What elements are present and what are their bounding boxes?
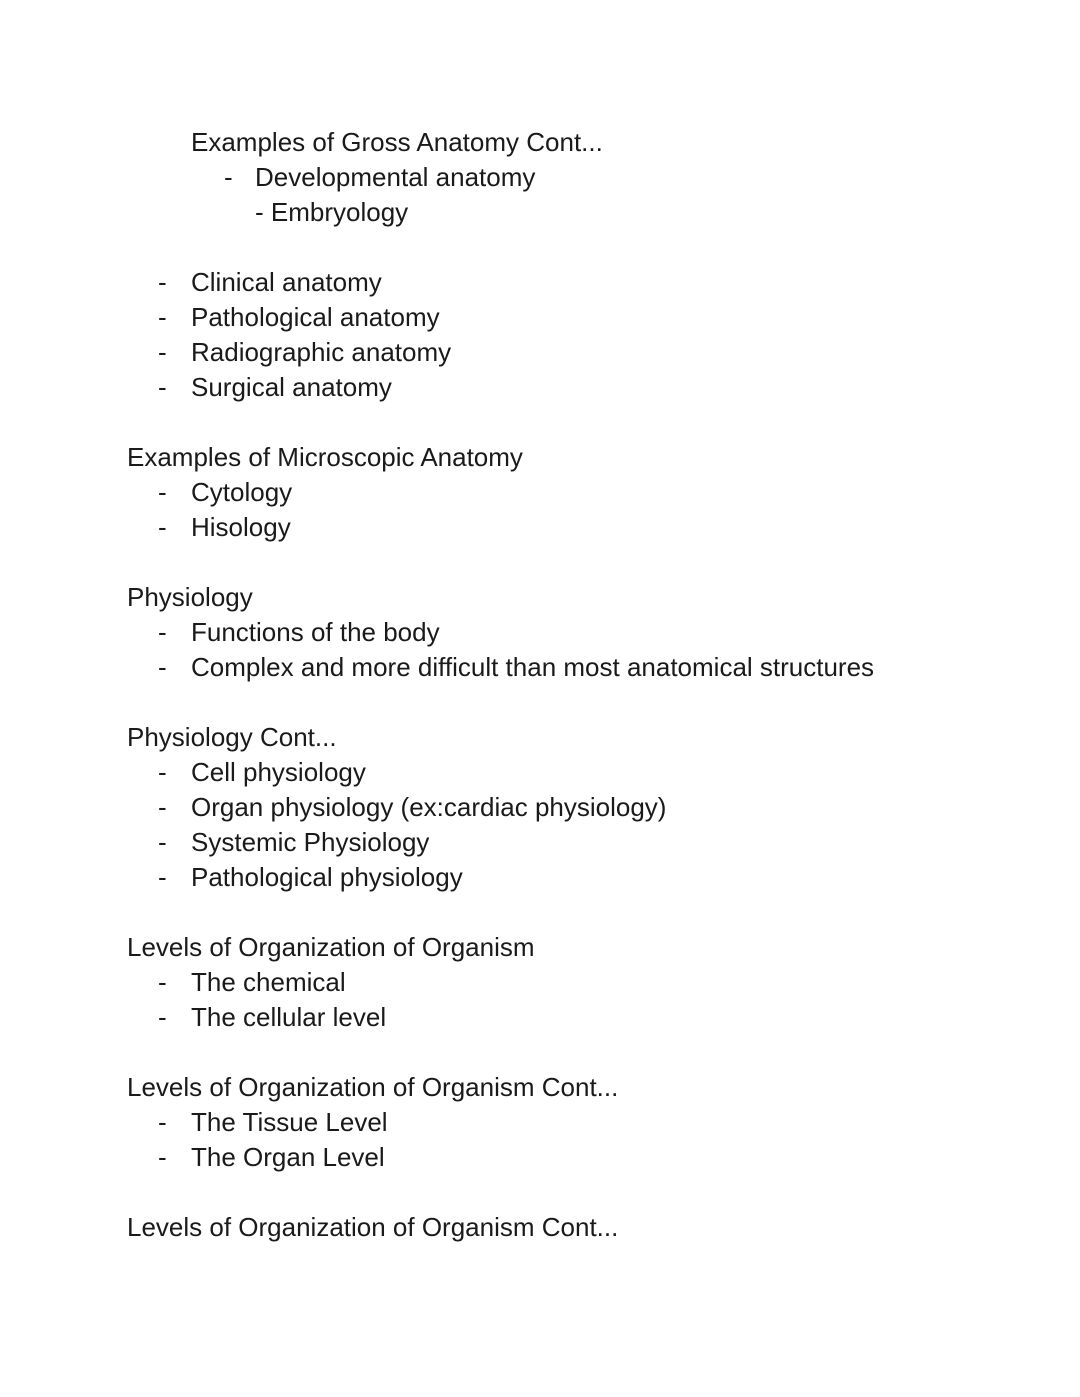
bullet-dash: -	[158, 862, 167, 892]
bullet-dash: -	[224, 162, 233, 192]
list-item: Pathological physiology	[191, 862, 463, 892]
sub-list-item: - Embryology	[255, 197, 409, 227]
bullet-dash: -	[158, 512, 167, 542]
list-item: Organ physiology (ex:cardiac physiology)	[191, 792, 667, 822]
bullet-dash: -	[158, 1142, 167, 1172]
bullet-dash: -	[158, 302, 167, 332]
list-item: Cytology	[191, 477, 293, 507]
list-item: Systemic Physiology	[191, 827, 430, 857]
section-heading: Levels of Organization of Organism	[127, 932, 535, 962]
list-item: The chemical	[191, 967, 346, 997]
list-item: Radiographic anatomy	[191, 337, 452, 367]
section-heading: Levels of Organization of Organism Cont...	[127, 1212, 619, 1242]
list-item: Surgical anatomy	[191, 372, 392, 402]
list-item: Complex and more difficult than most anatomical structures	[191, 652, 875, 682]
bullet-dash: -	[158, 477, 167, 507]
bullet-dash: -	[158, 827, 167, 857]
section-heading: Levels of Organization of Organism Cont...	[127, 1072, 619, 1102]
list-item: The cellular level	[191, 1002, 387, 1032]
bullet-dash: -	[158, 1002, 167, 1032]
list-item: Pathological anatomy	[191, 302, 440, 332]
bullet-dash: -	[158, 652, 167, 682]
list-item: Hisology	[191, 512, 291, 542]
section-heading: Examples of Gross Anatomy Cont...	[191, 127, 603, 157]
list-item: Clinical anatomy	[191, 267, 382, 297]
bullet-dash: -	[158, 967, 167, 997]
section-heading: Physiology	[127, 582, 253, 612]
bullet-dash: -	[158, 1107, 167, 1137]
section-heading: Examples of Microscopic Anatomy	[127, 442, 523, 472]
list-item: The Organ Level	[191, 1142, 385, 1172]
bullet-dash: -	[158, 337, 167, 367]
bullet-dash: -	[158, 757, 167, 787]
list-item: The Tissue Level	[191, 1107, 388, 1137]
section-heading: Physiology Cont...	[127, 722, 337, 752]
bullet-dash: -	[158, 792, 167, 822]
list-item: Developmental anatomy	[255, 162, 536, 192]
bullet-dash: -	[158, 617, 167, 647]
bullet-dash: -	[158, 267, 167, 297]
bullet-dash: -	[158, 372, 167, 402]
list-item: Cell physiology	[191, 757, 366, 787]
list-item: Functions of the body	[191, 617, 440, 647]
